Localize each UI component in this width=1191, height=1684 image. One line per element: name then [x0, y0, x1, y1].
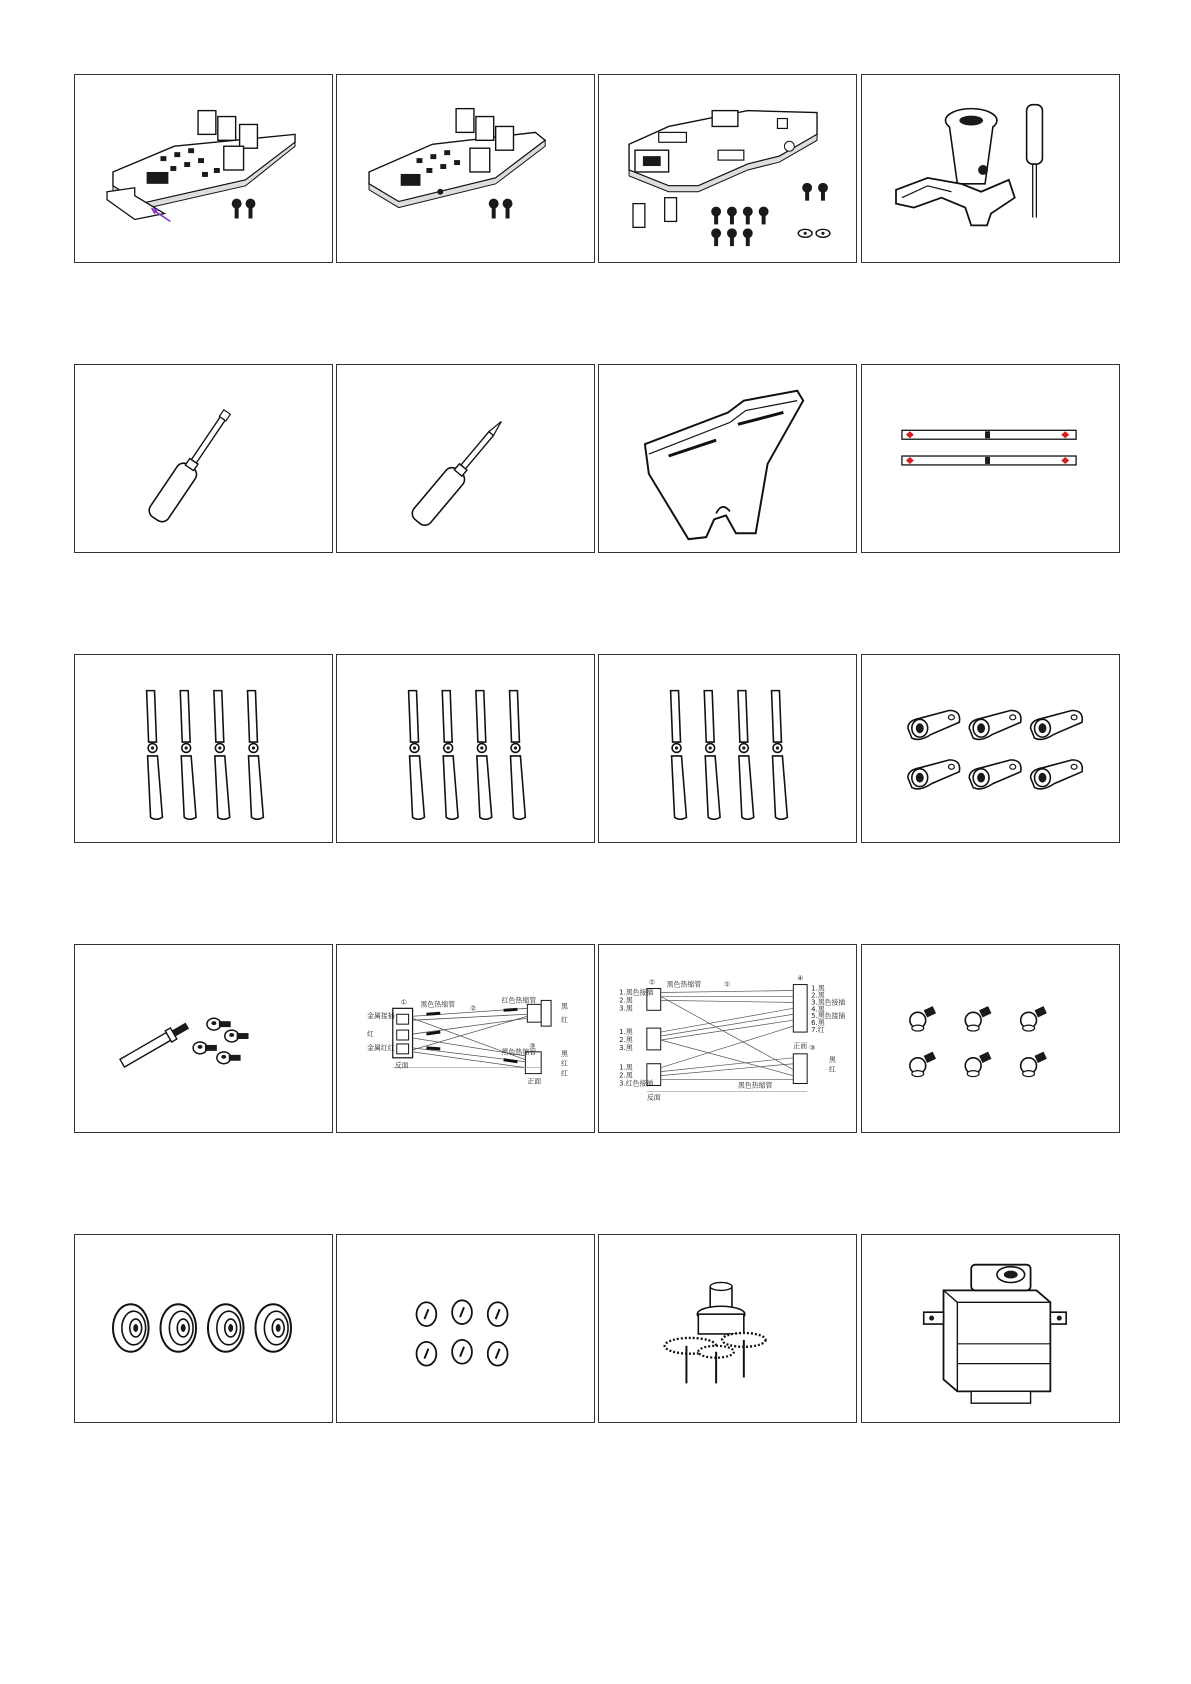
main-board-with-screws-icon [599, 75, 856, 262]
harness-b-left-1: 1.黑色接插 [619, 988, 654, 997]
harness-left-label-1: 金属接插 [367, 1012, 395, 1021]
harness-b-face-back: 反面 [646, 1093, 661, 1102]
harness-marker-3: ③ [529, 1041, 536, 1050]
part-cell-16 [861, 944, 1120, 1133]
harness-b-left-6: 3.黑 [619, 1043, 633, 1052]
part-cell-4 [861, 74, 1120, 263]
harness-marker-2: ② [469, 1004, 477, 1013]
harness-b-left-4: 1.黑 [619, 1028, 633, 1037]
harness-right-label-3: 黑 [560, 1049, 568, 1058]
harness-b-face-front: 正面 [793, 1041, 808, 1050]
harness-right-label-1: 黑 [560, 1002, 568, 1011]
part-cell-14 [336, 944, 595, 1133]
harness-b-right-2: 2.黑 [811, 991, 825, 1000]
harness-b-left-9: 3.红色接插 [619, 1079, 654, 1088]
wiring-harness-b-icon [599, 945, 856, 1132]
harness-b-right-red: 红 [828, 1065, 836, 1074]
harness-b-right-1: 1.黑 [811, 984, 825, 993]
part-cell-10 [336, 654, 595, 843]
part-cell-15 [598, 944, 857, 1133]
part-cell-18 [336, 1234, 595, 1423]
harness-bottom-left-label: 反面 [394, 1061, 409, 1070]
part-cell-19 [598, 1234, 857, 1423]
pin-and-bolts-icon [75, 945, 332, 1132]
tail-blades-set-b-icon [337, 655, 594, 842]
harness-b-left-7: 1.黑 [619, 1063, 633, 1072]
harness-b-left-3: 3.黑 [619, 1004, 633, 1013]
harness-tube-label-2: 红色热缩管 [501, 996, 537, 1005]
harness-b-right-6: 6.黑 [811, 1019, 825, 1028]
servo-icon [862, 1235, 1119, 1422]
harness-b-right-black: 黑 [828, 1055, 836, 1064]
harness-b-left-2: 2.黑 [619, 996, 633, 1005]
rotor-head-and-shaft-icon [862, 75, 1119, 262]
tool-plate-icon [599, 365, 856, 552]
circuit-board-with-connector-icon [75, 75, 332, 262]
harness-b-marker-1: ② [648, 978, 656, 987]
harness-b-left-5: 2.黑 [619, 1035, 633, 1044]
harness-b-right-7: 7.红 [811, 1026, 825, 1035]
washers-icon [337, 1235, 594, 1422]
harness-b-left-8: 2.黑 [619, 1071, 633, 1080]
harness-bottom-right-label: 正面 [527, 1077, 542, 1086]
harness-b-marker-4: ④ [797, 974, 804, 983]
wiring-harness-a-icon [337, 945, 594, 1132]
gear-assembly-icon [599, 1235, 856, 1422]
part-cell-9 [74, 654, 333, 843]
harness-right-label-2: 红 [560, 1016, 568, 1025]
harness-left-label-2: 红 [367, 1030, 374, 1039]
harness-tube-label-1: 黑色热缩管 [420, 1000, 456, 1009]
harness-b-right-3: 3.黑色接插 [811, 998, 846, 1007]
harness-b-right-5: 5.黑色接插 [811, 1012, 846, 1021]
part-cell-6 [336, 364, 595, 553]
harness-right-label-4: 红 [560, 1059, 568, 1068]
part-cell-20 [861, 1234, 1120, 1423]
linkage-rods-icon [862, 365, 1119, 552]
part-cell-3 [598, 74, 857, 263]
ball-link-holders-icon [862, 655, 1119, 842]
harness-tube-label-3: 黑色热缩管 [501, 1047, 537, 1056]
circuit-board-icon [337, 75, 594, 262]
part-cell-12 [861, 654, 1120, 843]
harness-left-label-3: 金属红红 [367, 1043, 395, 1052]
part-cell-11 [598, 654, 857, 843]
harness-b-marker-3: ③ [809, 1043, 816, 1052]
harness-b-right-4: 4.黑 [811, 1005, 825, 1014]
part-cell-13 [74, 944, 333, 1133]
hex-screwdriver-icon [75, 365, 332, 552]
bearings-icon [75, 1235, 332, 1422]
part-cell-5 [74, 364, 333, 553]
harness-marker-1: ① [400, 998, 407, 1007]
tail-blades-set-c-icon [599, 655, 856, 842]
part-cell-1 [74, 74, 333, 263]
part-cell-17 [74, 1234, 333, 1423]
part-cell-2 [336, 74, 595, 263]
harness-right-label-5: 红 [560, 1069, 568, 1078]
part-cell-8 [861, 364, 1120, 553]
phillips-screwdriver-icon [337, 365, 594, 552]
harness-b-tube-2: 黑色热缩管 [737, 1081, 773, 1090]
ball-screws-icon [862, 945, 1119, 1132]
tail-blades-set-a-icon [75, 655, 332, 842]
part-cell-7 [598, 364, 857, 553]
harness-b-tube-1: 黑色热缩管 [666, 980, 702, 989]
harness-b-marker-2: ① [724, 980, 731, 989]
